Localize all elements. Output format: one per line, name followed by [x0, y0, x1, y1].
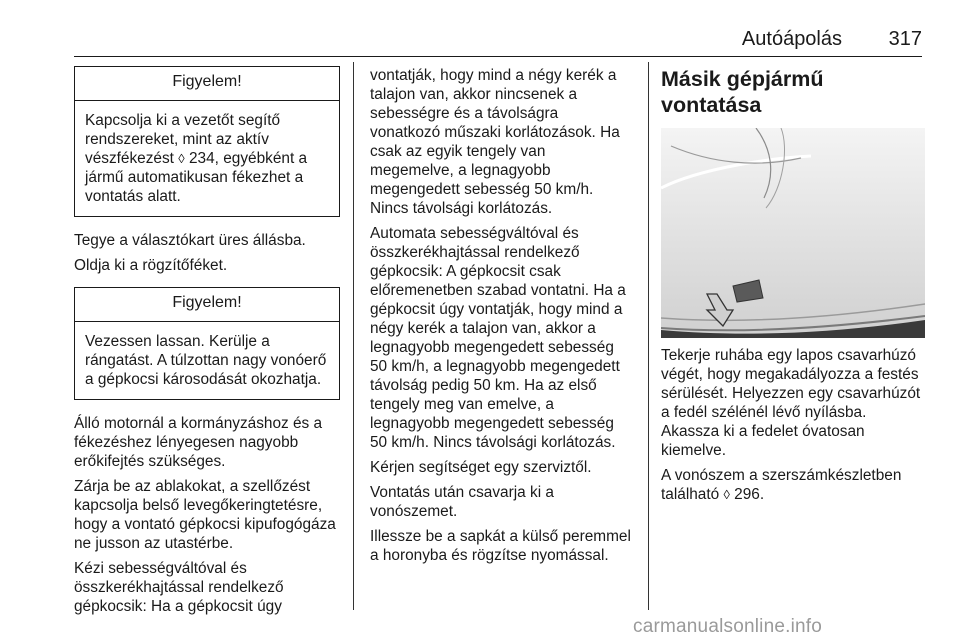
paragraph: Oldja ki a rögzítőféket.: [74, 257, 228, 274]
car-rear-bumper-image: [661, 128, 925, 338]
warning-box: [74, 287, 340, 400]
column-2: [370, 66, 632, 571]
paragraph-text: A vonószem a szerszámkészletben található: [661, 467, 902, 503]
warning-body: [75, 101, 339, 216]
header-rule: [74, 56, 922, 57]
watermark: carmanualsonline.info: [633, 616, 823, 637]
paragraph: vontatják, hogy mind a négy kerék a talajon van, akkor nincsenek a sebességre és a távolságra vonatkozó műszaki korlátozások. Ha csak az egyik tengely van megemelve, a legnagyobb megengedett sebesség 50 km/h. Nincs távolsági korlátozás.: [370, 67, 620, 217]
column-divider: [353, 62, 354, 610]
warning-heading: Figyelem!: [75, 67, 339, 101]
warning-body: [75, 322, 339, 399]
paragraph: Automata sebességváltóval és összkerékhajtással rendelkező gépkocsik: A gépkocsit csak előremenetben szabad vontatni. Ha a gépkocsit úgy vontatják, hogy mind a négy kerék a talajon van, akkor a legnagyobb megengedett sebesség 50 km/h, a legnagyobb megengedett távolság pedig 50 km. Ha az első tengely meg van emelve, a legnagyobb megengedett sebesség 50 km/h. Nincs távolsági korlátozás.: [370, 225, 626, 451]
paragraph: Zárja be az ablakokat, a szellőzést kapcsolja belső levegőkeringtetésre, hogy a vontató gépkocsi kipufogógáza ne jusson az utastérbe.: [74, 478, 336, 552]
section-title: Autóápolás: [741, 28, 842, 50]
reference-arrow-icon: ◊: [178, 151, 185, 166]
column-3: [661, 66, 925, 510]
page-number: 317: [888, 28, 922, 50]
paragraph: Tekerje ruhába egy lapos csavarhúzó végét, hogy megakadályozza a festés sérülését. Helyezzen egy csavarhúzót a fedél szélénél lévő nyílásba. Akassza ki a fedelet óvatosan kiemelve.: [661, 347, 921, 459]
warning-text-end: 234, egyébként a jármű automatikusan fékezhet a vontatás alatt.: [85, 150, 308, 205]
towing-eye-cover-illustration: [661, 128, 925, 338]
paragraph: Álló motornál a kormányzáshoz és a fékezéshez lényegesen nagyobb erőkifejtés szükséges.: [74, 415, 323, 470]
column-1: [74, 66, 340, 622]
section-heading: Másik gépjármű vontatása: [661, 67, 824, 117]
column-divider: [648, 62, 649, 610]
warning-text: Vezessen lassan. Kerülje a rángatást. A túlzottan nagy vonóerő a gépkocsi károsodását okozhatja.: [85, 333, 327, 388]
warning-heading: Figyelem!: [75, 288, 339, 322]
paragraph: Kézi sebességváltóval és összkerékhajtással rendelkező gépkocsik: Ha a gépkocsit úgy: [74, 560, 284, 615]
paragraph: Tegye a választókart üres állásba.: [74, 232, 306, 249]
paragraph: Vontatás után csavarja ki a vonószemet.: [370, 484, 554, 520]
warning-text: Kapcsolja ki a vezetőt segítő rendszereket, mint az aktív vészfékezést: [85, 112, 281, 167]
paragraph-text-end: 296.: [729, 486, 765, 503]
paragraph: Illessze be a sapkát a külső peremmel a horonyba és rögzítse nyomással.: [370, 528, 631, 564]
warning-box: [74, 66, 340, 217]
paragraph: Kérjen segítséget egy szerviztől.: [370, 459, 592, 476]
page-header: [74, 28, 922, 54]
reference-arrow-icon: ◊: [723, 487, 730, 502]
